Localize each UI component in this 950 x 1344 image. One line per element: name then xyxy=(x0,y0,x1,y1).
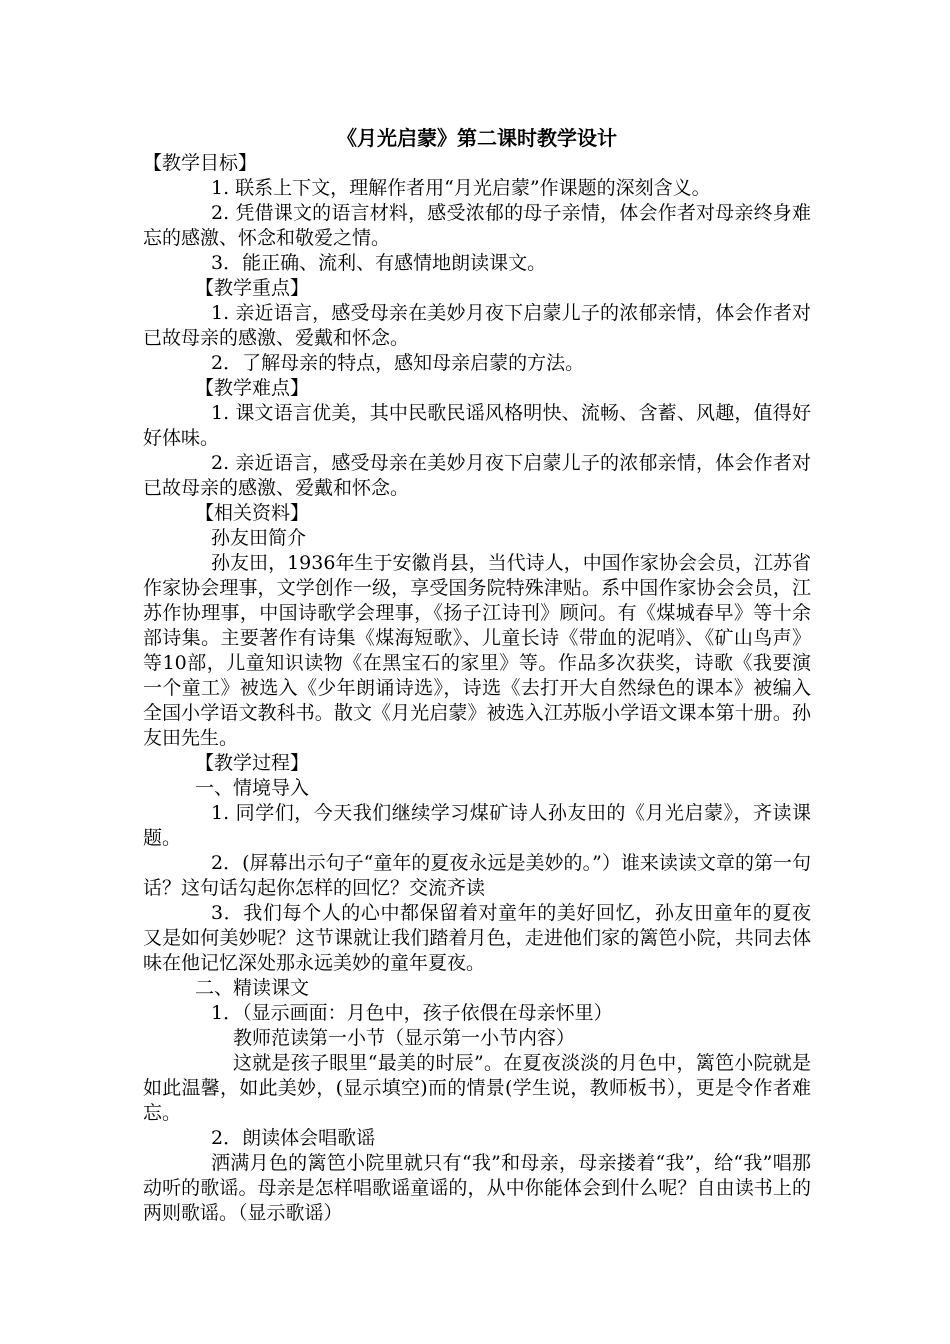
paragraph: 【教学过程】 xyxy=(195,752,310,774)
paragraph: 1．（显示画面：月色中，孩子依偎在母亲怀里） xyxy=(211,1002,613,1024)
document-page xyxy=(143,125,811,1226)
paragraph: 2．了解母亲的特点，感知母亲启蒙的方法。 xyxy=(211,352,585,374)
paragraph: 教师范读第一小节（显示第一小节内容） xyxy=(233,1027,576,1049)
paragraph: 【教学目标】 xyxy=(143,152,258,174)
paragraph: 2. 凭借课文的语言材料，感受浓郁的母子亲情，体会作者对母亲终身难忘的感激、怀念和敬爱之情。 xyxy=(143,202,811,249)
paragraph: 3．能正确、流利、有感情地朗读课文。 xyxy=(211,252,547,274)
paragraph: 2. 亲近语言，感受母亲在美妙月夜下启蒙儿子的浓郁亲情，体会作者对已故母亲的感激、爱戴和怀念。 xyxy=(143,452,811,499)
paragraph: 1. 课文语言优美，其中民歌民谣风格明快、流畅、含蓄、风趣，值得好好体味。 xyxy=(143,402,811,449)
paragraph: 【教学难点】 xyxy=(195,377,310,399)
paragraph: 2．朗读体会唱歌谣 xyxy=(211,1127,376,1149)
paragraph: 二、精读课文 xyxy=(195,977,310,999)
paragraph: 3．我们每个人的心中都保留着对童年的美好回忆，孙友田童年的夏夜又是如何美妙呢？这节课就让我们踏着月色，走进他们家的篱笆小院，共同去体味在他记忆深处那永远美妙的童年夏夜。 xyxy=(143,902,811,974)
paragraph: 洒满月色的篱笆小院里就只有“我”和母亲，母亲搂着“我”，给“我”唱那动听的歌谣。母亲是怎样唱歌谣童谣的，从中你能体会到什么呢？自由读书上的两则歌谣。（显示歌谣） xyxy=(143,1152,811,1224)
paragraph: 一、情境导入 xyxy=(195,777,310,799)
paragraph: 【教学重点】 xyxy=(195,277,310,299)
paragraph: 孙友田，1936年生于安徽肖县，当代诗人，中国作家协会会员，江苏省作家协会理事，文学创作一级，享受国务院特殊津贴。系中国作家协会会员，江苏作协理事，中国诗歌学会理事，《扬子江诗刊》顾问。有《煤城春早》等十余部诗集。主要著作有诗集《煤海短歌》、儿童长诗《带血的泥哨》、《矿山鸟声》等10部，儿童知识读物《在黑宝石的家里》等。作品多次获奖，诗歌《我要演一个童工》被选入《少年朗诵诗选》，诗选《去打开大自然绿色的课本》被编入全国小学语文教科书。散文《月光启蒙》被选入江苏版小学语文课本第十册。孙友田先生。 xyxy=(143,552,811,749)
paragraph: 【相关资料】 xyxy=(195,502,310,524)
document-title: 《月光启蒙》第二课时教学设计 xyxy=(337,126,617,150)
document-body xyxy=(143,151,811,1226)
paragraph: 这就是孩子眼里“最美的时辰”。在夏夜淡淡的月色中，篱笆小院就是如此温馨，如此美妙，(显示填空)而的情景(学生说，教师板书），更是令作者难忘。 xyxy=(143,1052,811,1124)
paragraph: 孙友田简介 xyxy=(211,527,307,549)
paragraph: 1. 亲近语言，感受母亲在美妙月夜下启蒙儿子的浓郁亲情，体会作者对已故母亲的感激、爱戴和怀念。 xyxy=(143,302,811,349)
paragraph: 1. 联系上下文，理解作者用“月光启蒙”作课题的深刻含义。 xyxy=(211,177,711,199)
paragraph: 2．(屏幕出示句子“童年的夏夜永远是美妙的。”）谁来读读文章的第一句话？这句话勾起你怎样的回忆？交流齐读 xyxy=(143,852,811,899)
paragraph: 1. 同学们，今天我们继续学习煤矿诗人孙友田的《月光启蒙》，齐读课题。 xyxy=(143,802,811,849)
